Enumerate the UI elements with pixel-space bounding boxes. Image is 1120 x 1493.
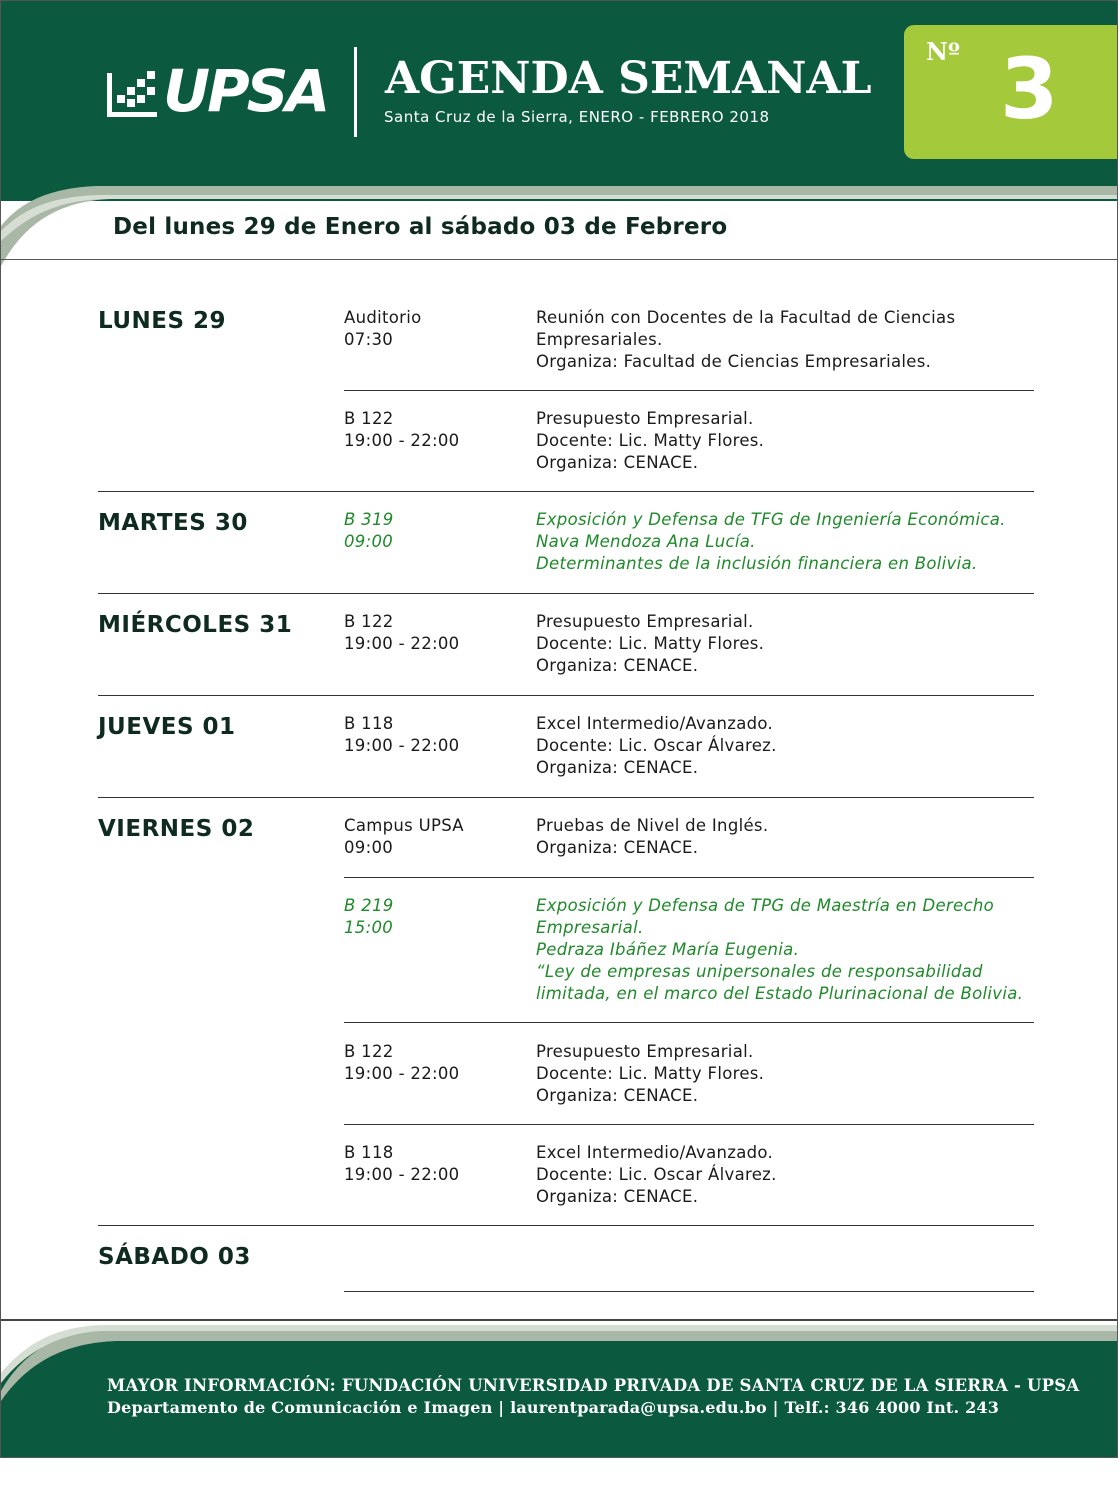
event-description: [536, 1142, 1036, 1208]
event-divider: [344, 1291, 1034, 1292]
event-place: B 122: [344, 409, 394, 428]
event-line: Organiza: CENACE.: [536, 453, 699, 472]
day-heading: JUEVES 01: [98, 714, 236, 740]
event-line: Presupuesto Empresarial.: [536, 612, 754, 631]
event-place: B 122: [344, 612, 394, 631]
event-line: Nava Mendoza Ana Lucía.: [536, 532, 756, 551]
event-line: Presupuesto Empresarial.: [536, 1042, 754, 1061]
event-line: Docente: Lic. Matty Flores.: [536, 634, 765, 653]
day-heading: MIÉRCOLES 31: [98, 612, 293, 638]
event-divider: [344, 1124, 1034, 1125]
page-title: AGENDA SEMANAL: [385, 53, 872, 104]
issue-badge: [904, 25, 1118, 159]
event-time: 19:00 - 22:00: [344, 634, 460, 653]
event-time: 19:00 - 22:00: [344, 1165, 460, 1184]
day-heading: MARTES 30: [98, 510, 248, 536]
event-place: Campus UPSA: [344, 816, 464, 835]
event-time: 19:00 - 22:00: [344, 431, 460, 450]
event-line: Empresarial.: [536, 918, 644, 937]
event-place: B 118: [344, 714, 394, 733]
page-subtitle: Santa Cruz de la Sierra, ENERO - FEBRERO 2018: [384, 108, 770, 126]
event-place: B 118: [344, 1143, 394, 1162]
event-line: Reunión con Docentes de la Facultad de Ciencias: [536, 308, 956, 327]
event-line: Excel Intermedio/Avanzado.: [536, 1143, 774, 1162]
event-time: 07:30: [344, 330, 394, 349]
day-divider: [98, 593, 1034, 594]
event-line: Pedraza Ibáñez María Eugenia.: [536, 940, 800, 959]
event-place: B 319: [344, 510, 394, 529]
event-place-time: [344, 1142, 459, 1186]
event-time: 09:00: [344, 532, 394, 551]
event-place: B 122: [344, 1042, 394, 1061]
event-description: [536, 509, 1036, 575]
event-place-time: [344, 611, 459, 655]
event-place: Auditorio: [344, 308, 422, 327]
event-description: [536, 307, 1036, 373]
event-time: 19:00 - 22:00: [344, 1064, 460, 1083]
event-line: Organiza: CENACE.: [536, 656, 699, 675]
event-line: Pruebas de Nivel de Inglés.: [536, 816, 769, 835]
event-description: [536, 713, 1036, 779]
event-line: “Ley de empresas unipersonales de responsabilidad: [536, 962, 983, 981]
event-description: [536, 1041, 1036, 1107]
event-description: [536, 895, 1036, 1005]
event-line: Empresariales.: [536, 330, 663, 349]
event-place-time: [344, 307, 422, 351]
divider: [1, 259, 1118, 260]
day-heading: SÁBADO 03: [98, 1244, 251, 1270]
event-line: Organiza: Facultad de Ciencias Empresariales.: [536, 352, 932, 371]
issue-label: Nº: [926, 37, 960, 66]
day-divider: [98, 695, 1034, 696]
event-line: Docente: Lic. Matty Flores.: [536, 431, 765, 450]
day-divider: [98, 797, 1034, 798]
event-line: Docente: Lic. Matty Flores.: [536, 1064, 765, 1083]
event-place-time: [344, 408, 459, 452]
day-divider: [98, 491, 1034, 492]
event-line: Organiza: CENACE.: [536, 838, 699, 857]
event-time: 19:00 - 22:00: [344, 736, 460, 755]
event-line: Exposición y Defensa de TFG de Ingeniería Económica.: [536, 510, 1006, 529]
event-time: 09:00: [344, 838, 394, 857]
event-line: Organiza: CENACE.: [536, 758, 699, 777]
event-line: Docente: Lic. Oscar Álvarez.: [536, 736, 777, 755]
event-divider: [344, 1022, 1034, 1023]
logo-text: UPSA: [163, 57, 328, 125]
event-description: [536, 408, 1036, 474]
event-description: [536, 815, 1036, 859]
event-place-time: [344, 815, 464, 859]
event-place-time: [344, 1041, 459, 1085]
event-place-time: [344, 713, 459, 757]
day-heading: LUNES 29: [98, 308, 227, 334]
event-line: Docente: Lic. Oscar Álvarez.: [536, 1165, 777, 1184]
day-heading: VIERNES 02: [98, 816, 255, 842]
event-line: Determinantes de la inclusión financiera en Bolivia.: [536, 554, 978, 573]
header-divider: [354, 47, 357, 137]
event-place-time: [344, 895, 394, 939]
event-line: Excel Intermedio/Avanzado.: [536, 714, 774, 733]
issue-number: 3: [1000, 40, 1059, 138]
upsa-logo-mark-icon: [105, 67, 159, 119]
footer-contact: Departamento de Comunicación e Imagen | laurentparada@upsa.edu.bo | Telf.: 346 4000 Int. 243: [107, 1398, 1000, 1417]
upsa-logo: [105, 57, 328, 125]
event-line: Organiza: CENACE.: [536, 1086, 699, 1105]
event-line: Exposición y Defensa de TPG de Maestría en Derecho: [536, 896, 994, 915]
event-divider: [344, 390, 1034, 391]
week-range: Del lunes 29 de Enero al sábado 03 de Febrero: [113, 214, 728, 240]
event-place-time: [344, 509, 394, 553]
event-line: Presupuesto Empresarial.: [536, 409, 754, 428]
event-description: [536, 611, 1036, 677]
footer-info: MAYOR INFORMACIÓN: FUNDACIÓN UNIVERSIDAD PRIVADA DE SANTA CRUZ DE LA SIERRA - UPSA: [107, 1376, 1080, 1395]
event-time: 15:00: [344, 918, 394, 937]
event-divider: [344, 877, 1034, 878]
event-line: limitada, en el marco del Estado Plurinacional de Bolivia.: [536, 984, 1024, 1003]
event-line: Organiza: CENACE.: [536, 1187, 699, 1206]
event-place: B 219: [344, 896, 394, 915]
day-divider: [98, 1225, 1034, 1226]
